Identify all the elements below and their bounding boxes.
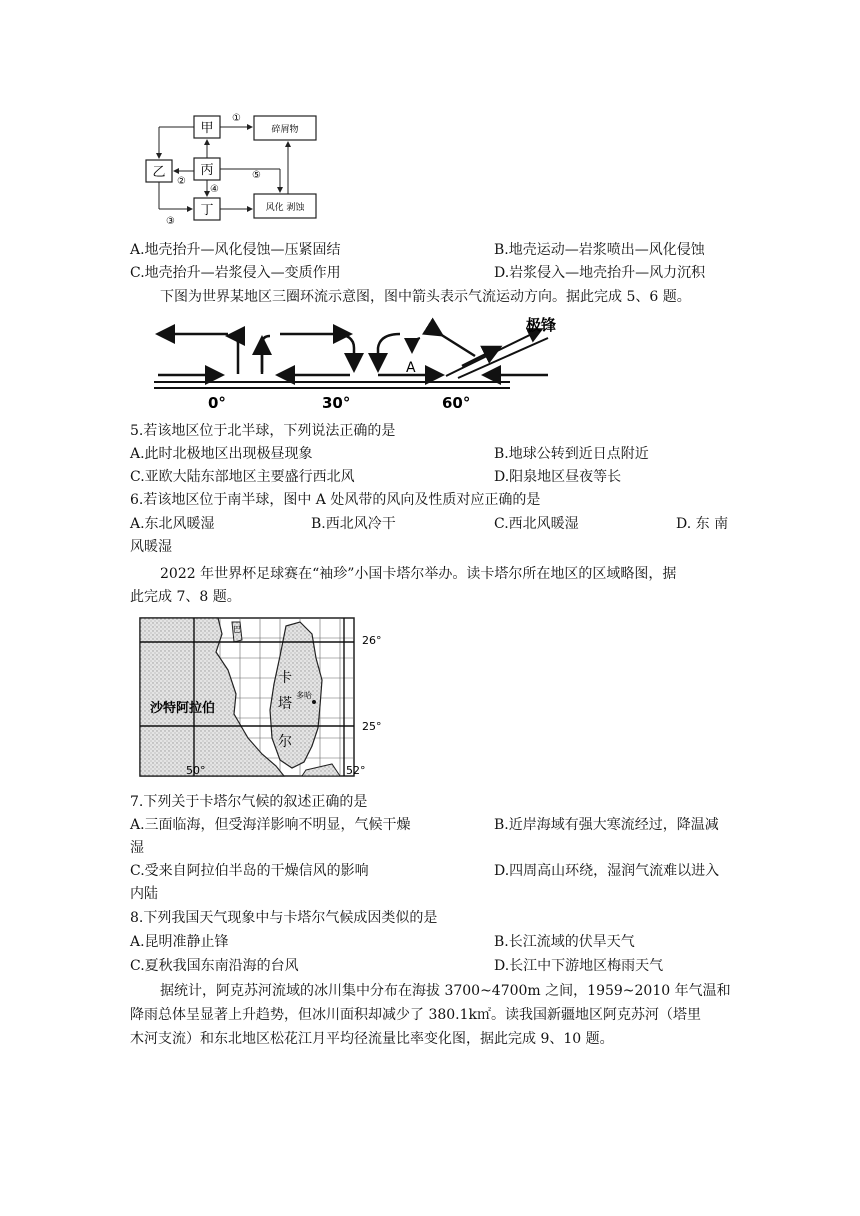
q4-option-a: A.地壳抬升—风化侵蚀—压紧固结 <box>130 242 341 258</box>
label-30: 30° <box>322 394 351 412</box>
label-qatar-3: 尔 <box>278 734 292 750</box>
q5-option-d: D.阳泉地区昼夜等长 <box>494 469 622 485</box>
q5-option-a: A.此时北极地区出现极昼现象 <box>130 446 313 462</box>
num-5: ⑤ <box>252 170 261 181</box>
q7-option-d-part1: D.四周高山环绕，湿润气流难以进入 <box>494 863 720 879</box>
label-0: 0° <box>208 394 226 412</box>
box-yi: 乙 <box>152 165 166 180</box>
num-3: ③ <box>166 216 175 226</box>
q6-option-a: A.东北风暖湿 <box>130 516 215 532</box>
q4-option-c: C.地壳抬升—岩浆侵入—变质作用 <box>130 265 341 281</box>
q7-stem: 7.下列关于卡塔尔气候的叙述正确的是 <box>130 794 368 810</box>
label-52: 52° <box>346 764 366 777</box>
q7-option-c: C.受来自阿拉伯半岛的干燥信风的影响 <box>130 863 369 879</box>
qatar-map <box>136 614 406 780</box>
label-qatar-2: 塔 <box>278 696 292 712</box>
circulation-diagram <box>150 312 560 416</box>
q8-stem: 8.下列我国天气现象中与卡塔尔气候成因类似的是 <box>130 910 438 926</box>
q8-option-d: D.长江中下游地区梅雨天气 <box>494 958 664 974</box>
q8-option-b: B.长江流域的伏旱天气 <box>494 934 635 950</box>
rock-cycle-diagram <box>140 108 320 226</box>
q4-option-b: B.地壳运动—岩浆喷出—风化侵蚀 <box>494 242 705 258</box>
intro-q7-8-line2: 此完成 7、8 题。 <box>130 589 241 605</box>
q8-option-c: C.夏秋我国东南沿海的台风 <box>130 958 299 974</box>
label-26: 26° <box>362 634 382 647</box>
q7-option-b-part2: 湿 <box>130 840 144 856</box>
num-2: ② <box>177 176 186 187</box>
label-50: 50° <box>186 764 206 777</box>
q5-stem: 5.若该地区位于北半球，下列说法正确的是 <box>130 423 396 439</box>
label-debris: 碎屑物 <box>271 125 299 135</box>
q6-option-c: C.西北风暖湿 <box>494 516 579 532</box>
num-4: ④ <box>210 184 219 195</box>
box-jia: 甲 <box>200 121 214 136</box>
box-ding: 丁 <box>200 203 214 218</box>
intro-q5-6: 下图为世界某地区三圈环流示意图，图中箭头表示气流运动方向。据此完成 5、6 题。 <box>160 289 691 305</box>
q6-stem: 6.若该地区位于南半球，图中 A 处风带的风向及性质对应正确的是 <box>130 492 541 508</box>
label-60: 60° <box>442 394 471 412</box>
q8-option-a: A.昆明准静止锋 <box>130 934 229 950</box>
q5-option-c: C.亚欧大陆东部地区主要盛行西北风 <box>130 469 355 485</box>
label-saudi: 沙特阿拉伯 <box>150 701 216 716</box>
num-1: ① <box>232 113 241 124</box>
box-bing: 丙 <box>200 163 214 178</box>
q6-option-d-part2: 风暖湿 <box>130 539 172 555</box>
label-25: 25° <box>362 720 382 733</box>
q6-option-d-part1: D. 东 南 <box>676 516 729 532</box>
intro-q9-10-line1: 据统计，阿克苏河流域的冰川集中分布在海拔 3700~4700m 之间，1959~2010 年气温和 <box>160 983 731 999</box>
q7-option-d-part2: 内陆 <box>130 886 158 902</box>
q4-option-d: D.岩浆侵入—地壳抬升—风力沉积 <box>494 265 706 281</box>
label-qatar-1: 卡 <box>278 670 292 686</box>
label-weathering: 风化 剥蚀 <box>265 203 305 213</box>
q7-option-b-part1: B.近岸海域有强大寒流经过，降温减 <box>494 817 719 833</box>
q7-option-a: A.三面临海，但受海洋影响不明显，气候干燥 <box>130 817 411 833</box>
q6-option-b: B.西北风冷干 <box>311 516 396 532</box>
label-a: A <box>406 360 416 376</box>
q5-option-b: B.地球公转到近日点附近 <box>494 446 649 462</box>
label-doha: 多哈 <box>296 691 312 700</box>
intro-q9-10-line2: 降雨总体呈显著上升趋势，但冰川面积却减少了 380.1k㎡。读我国新疆地区阿克苏河（塔里 <box>130 1007 702 1023</box>
intro-q7-8-line1: 2022 年世界杯足球赛在“袖珍”小国卡塔尔举办。读卡塔尔所在地区的区域略图，据 <box>160 566 677 582</box>
label-bahrain: 巴 <box>233 625 241 634</box>
intro-q9-10-line3: 木河支流）和东北地区松花江月平均径流量比率变化图，据此完成 9、10 题。 <box>130 1031 614 1047</box>
label-polar-front: 极锋 <box>526 316 557 334</box>
